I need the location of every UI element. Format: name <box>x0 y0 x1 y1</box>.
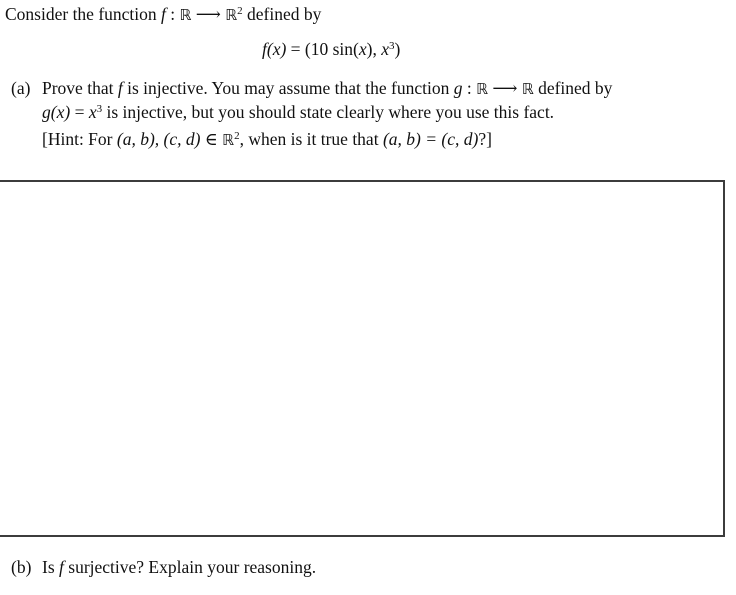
arrow-symbol: ⟶ <box>191 4 226 24</box>
hint-text: , when is it true that <box>239 129 383 149</box>
function-symbol: g <box>453 78 463 98</box>
part-a-line-2 <box>42 100 554 124</box>
question-text: Is <box>42 557 60 577</box>
exponent: 3 <box>389 40 395 52</box>
function-symbol: f <box>117 78 123 98</box>
colon: : <box>462 78 477 98</box>
variable: x <box>358 39 367 59</box>
reals-symbol: ℝ <box>179 6 192 24</box>
equals-sign: = <box>70 102 89 122</box>
part-b-label: (b) <box>11 557 32 577</box>
colon: : <box>165 4 180 24</box>
problem-intro <box>5 2 321 27</box>
reals-symbol: ℝ <box>521 80 534 98</box>
reals-symbol: ℝ <box>476 80 488 98</box>
intro-text: defined by <box>242 4 322 24</box>
question-text: Prove that <box>42 78 118 98</box>
question-text: is injective. You may assume that the function <box>122 78 454 98</box>
equation-rhs: ), <box>366 39 382 59</box>
pair-equality: (a, b) = (c, d) <box>382 129 479 149</box>
part-a-hint <box>42 127 492 152</box>
function-symbol: f <box>59 557 64 577</box>
arrow-symbol: ⟶ <box>487 78 522 98</box>
hint-text: ?] <box>478 129 492 149</box>
variable: x <box>88 102 97 122</box>
reals-symbol: ℝ <box>225 6 238 24</box>
question-text: surjective? Explain your reasoning. <box>63 557 317 577</box>
equals-sign: = <box>286 39 305 59</box>
question-text: defined by <box>533 78 613 98</box>
part-a-line-1 <box>42 76 612 101</box>
intro-text: Consider the function <box>5 4 162 24</box>
exponent: 2 <box>234 130 240 142</box>
variable: x <box>381 39 390 59</box>
reals-symbol: ℝ <box>222 131 235 149</box>
function-expression: g(x) <box>42 102 71 122</box>
display-equation <box>262 37 400 61</box>
function-symbol: f <box>161 4 166 24</box>
ordered-pairs: (a, b), (c, d) <box>116 129 201 149</box>
part-b-question <box>11 555 317 579</box>
element-of-symbol: ∈ <box>200 129 223 149</box>
exponent: 3 <box>96 103 103 115</box>
equation-rhs: ) <box>394 39 401 59</box>
equation-lhs: f(x) <box>262 39 287 59</box>
exponent: 2 <box>237 5 243 17</box>
part-a-label: (a) <box>11 78 31 98</box>
part-b-line <box>42 555 316 579</box>
question-text: is injective, but you should state clearly where you use this fact. <box>102 102 555 122</box>
equation-rhs: (10 sin( <box>304 39 359 59</box>
answer-box[interactable] <box>0 180 725 537</box>
hint-text: [Hint: For <box>42 129 117 149</box>
